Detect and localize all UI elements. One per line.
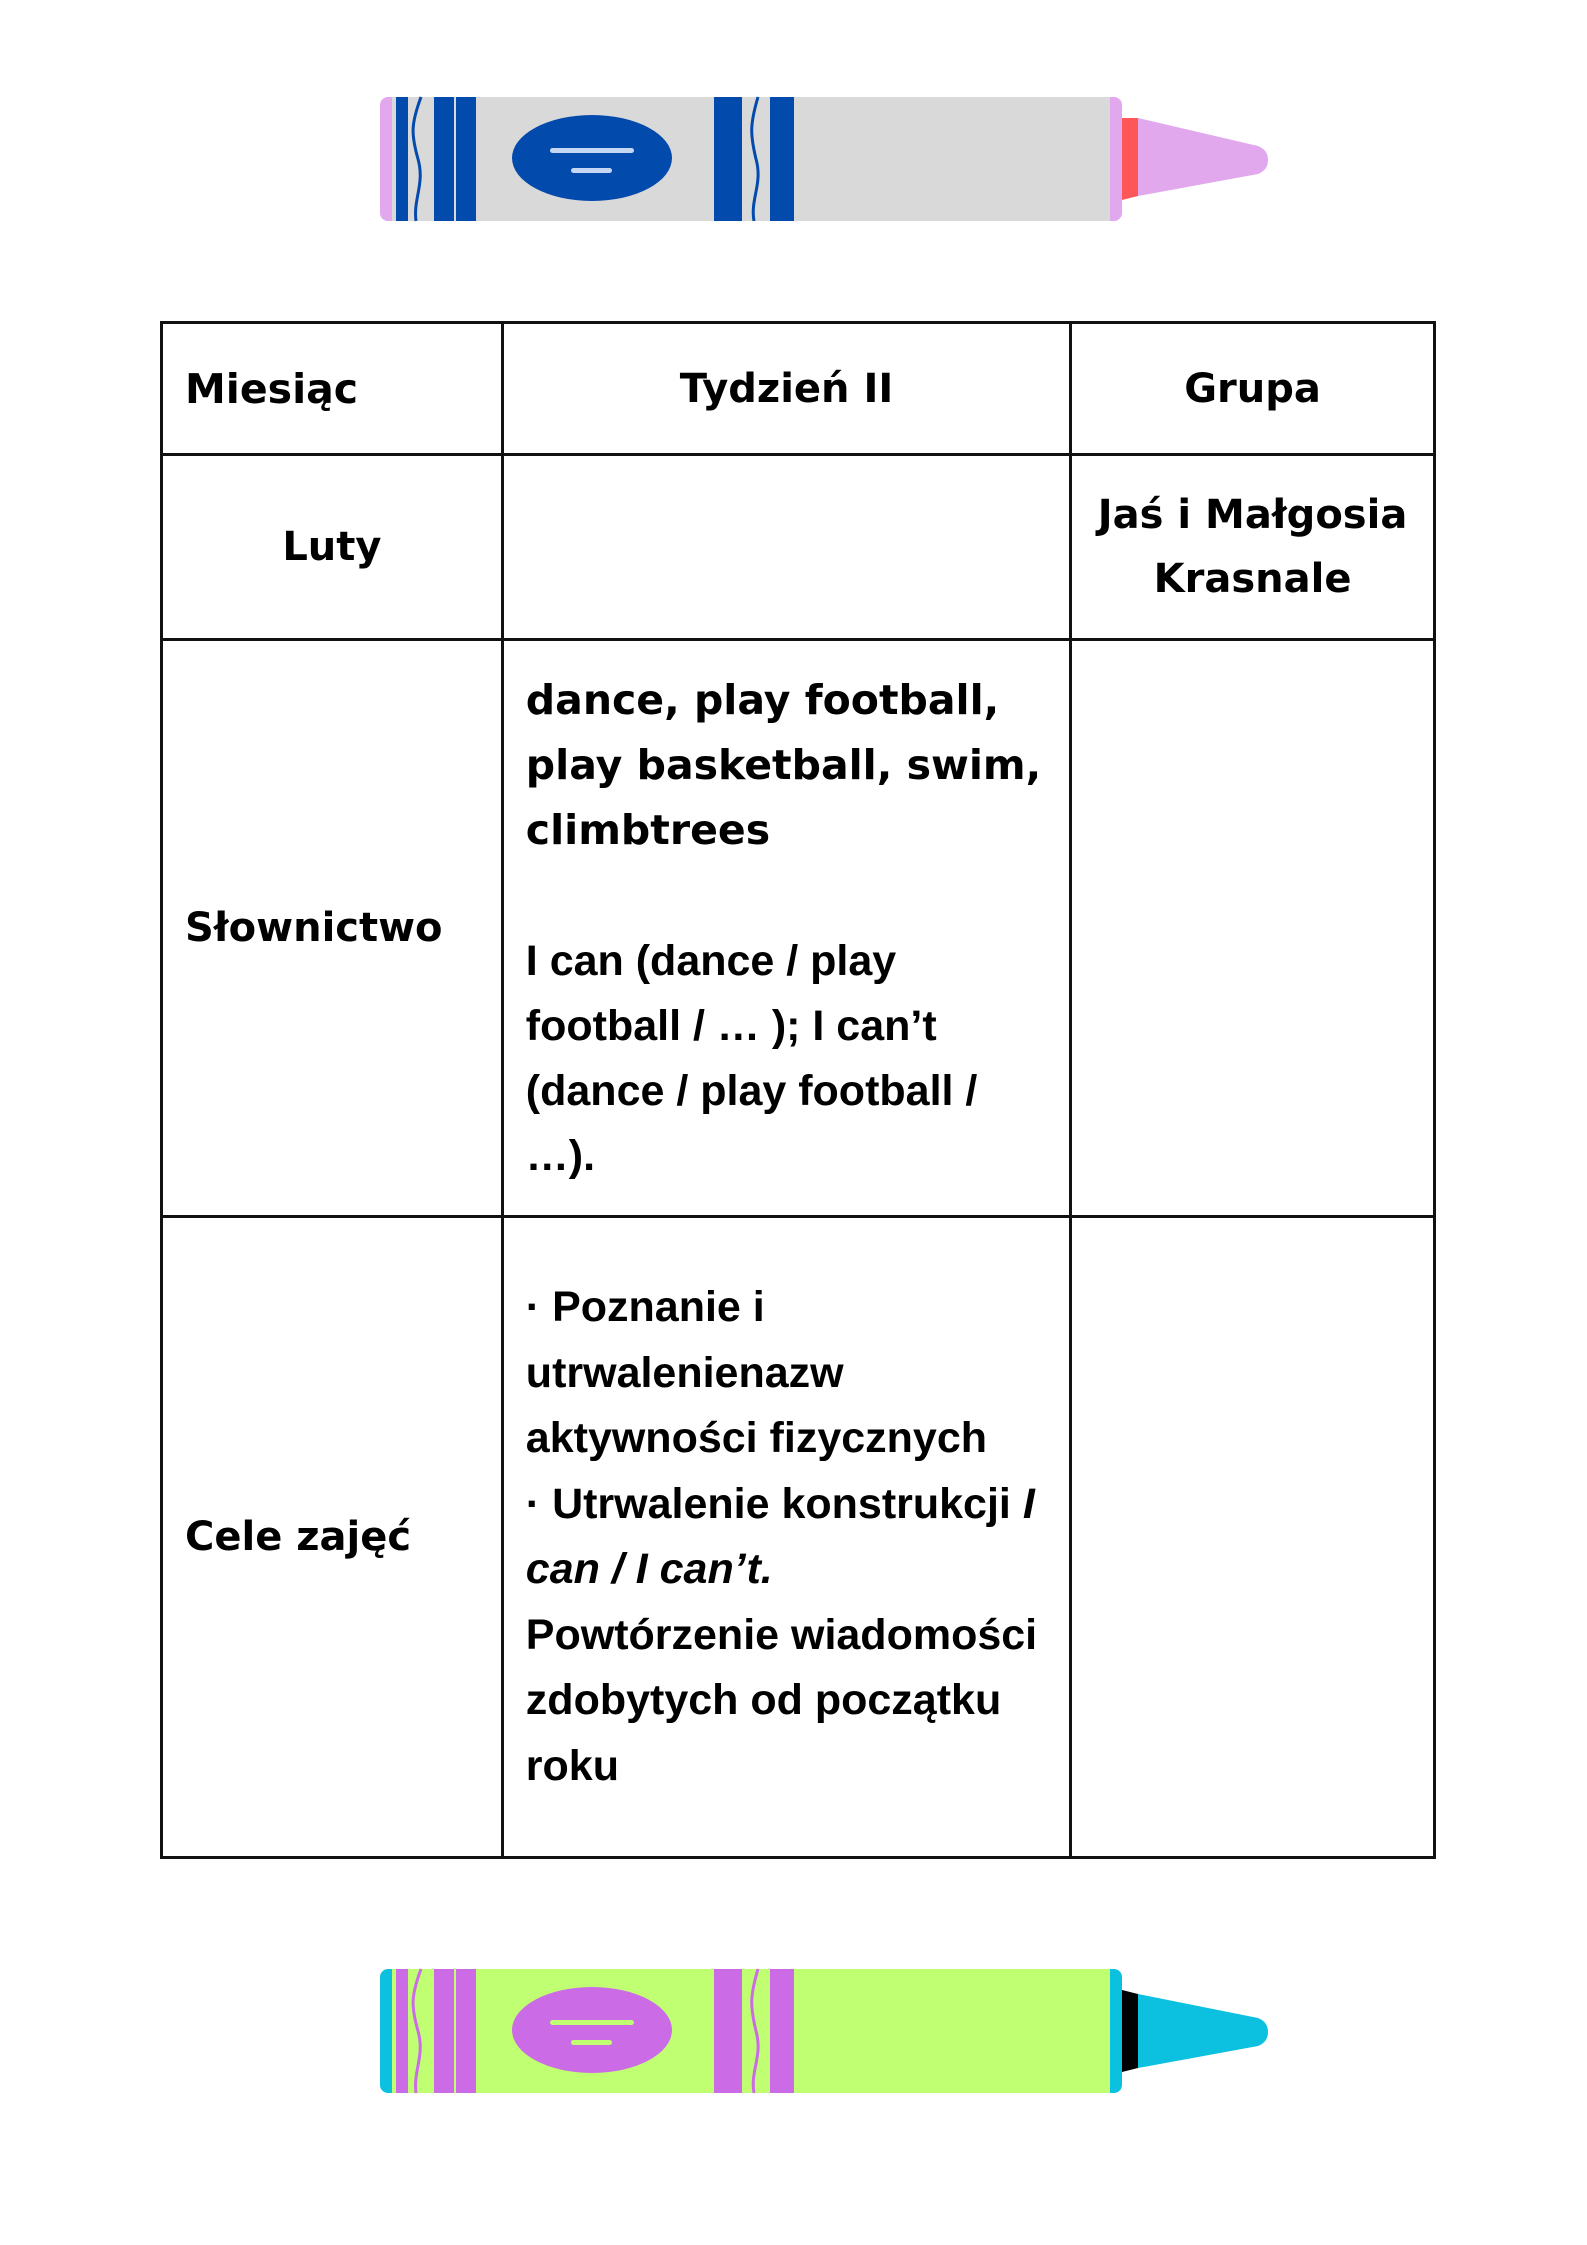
crayon-bottom-illustration bbox=[378, 1966, 1283, 2098]
goal-item: · Poznanie i utrwalenienazw aktywności fizycznych bbox=[525, 1283, 988, 1462]
goal-item bbox=[526, 1472, 1051, 1603]
week-cell bbox=[502, 455, 1070, 640]
vocabulary-phrase: I can (dance / play football / … ); I can’t (dance / play football / …). bbox=[525, 936, 978, 1180]
header-cell-week bbox=[502, 323, 1070, 455]
group-subname: Krasnale bbox=[1153, 556, 1352, 602]
goals-label-cell bbox=[162, 1217, 503, 1858]
vocabulary-label: Słownictwo bbox=[185, 905, 443, 951]
month-value: Luty bbox=[282, 524, 382, 570]
vocabulary-label-cell bbox=[162, 640, 503, 1217]
lesson-plan-table bbox=[160, 321, 1436, 1859]
month-cell bbox=[162, 455, 503, 640]
vocabulary-words: dance, play football, play basketball, swim, climbtrees bbox=[525, 675, 1042, 854]
header-cell-month bbox=[162, 323, 503, 455]
goal-construction: I can / I can’t. bbox=[525, 1479, 1035, 1593]
table-row-goals bbox=[162, 1217, 1435, 1858]
vocabulary-extra-cell bbox=[1071, 640, 1435, 1217]
table-row-vocabulary bbox=[162, 640, 1435, 1217]
table-header-row bbox=[162, 323, 1435, 455]
crayon-icon bbox=[380, 1969, 1268, 2093]
goals-content-cell bbox=[502, 1217, 1070, 1858]
group-header-label: Grupa bbox=[1184, 365, 1321, 412]
header-cell-group bbox=[1071, 323, 1435, 455]
goals-extra-cell bbox=[1071, 1217, 1435, 1858]
crayon-icon bbox=[380, 97, 1268, 221]
week-header-label: Tydzień II bbox=[679, 365, 894, 412]
goal-item: Powtórzenie wiadomości zdobytych od początku roku bbox=[525, 1610, 1038, 1790]
month-header-label: Miesiąc bbox=[185, 364, 359, 413]
goals-label: Cele zajęć bbox=[185, 1514, 412, 1560]
table-row-info bbox=[162, 455, 1435, 640]
group-cell bbox=[1071, 455, 1435, 640]
goal-prefix: · Utrwalenie konstrukcji bbox=[525, 1479, 1023, 1528]
vocabulary-content-cell bbox=[502, 640, 1070, 1217]
group-name: Jaś i Małgosia bbox=[1097, 492, 1408, 538]
crayon-top-illustration bbox=[378, 94, 1283, 226]
